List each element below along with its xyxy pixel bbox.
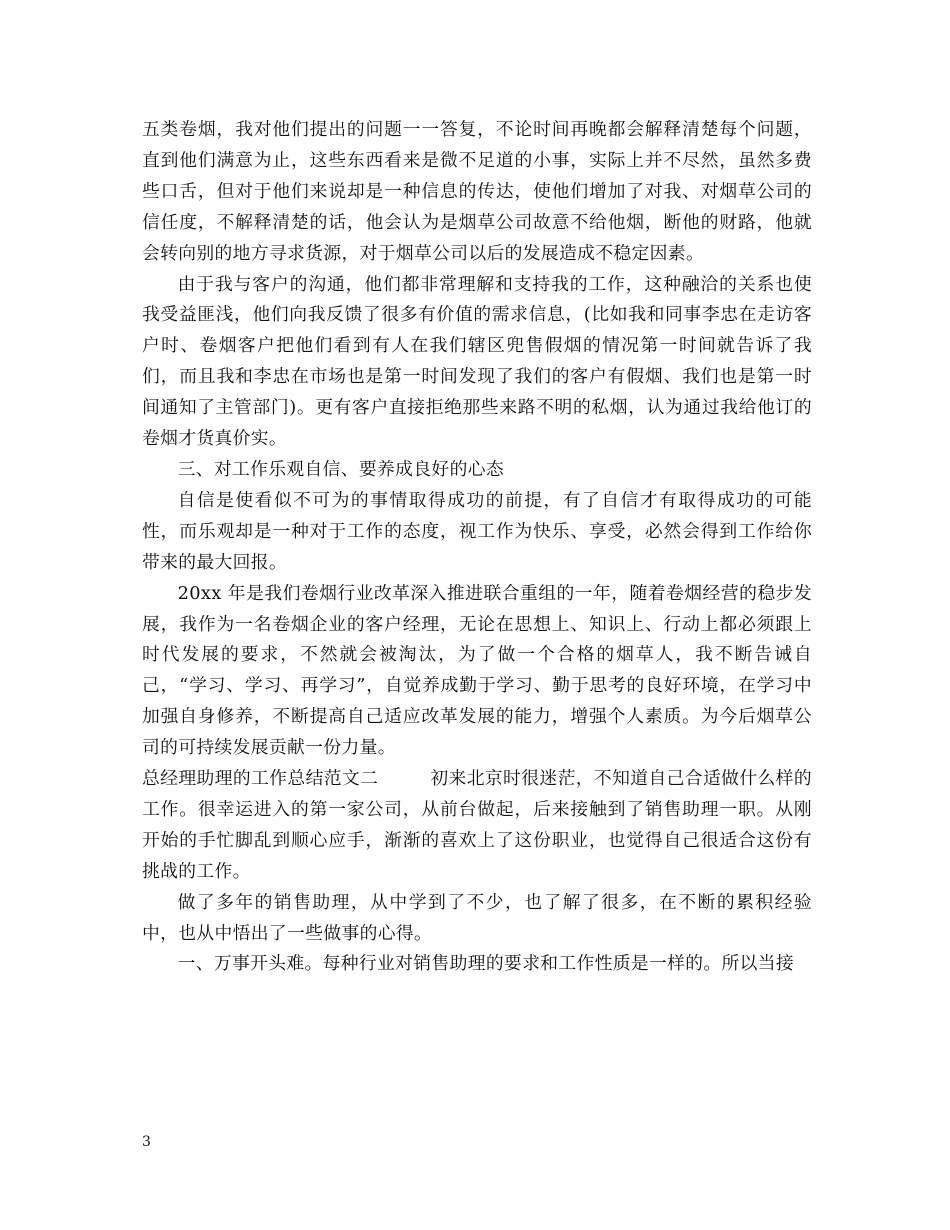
paragraph-industry-reform: 20xx 年是我们卷烟行业改革深入推进联合重组的一年，随着卷烟经营的稳步发展，我作为一名卷烟企业的客户经理，无论在思想上、知识上、行动上都必须跟上时代发展的要求，不然就会被淘汰，为了做一个合格的烟草人，我不断告诫自己，“学习、学习、再学习”，自觉养成勤于学习、勤于思考的良好环境，在学习中加强自身修养，不断提高自己适应改革发展的能力，增强个人素质。为今后烟草公司的可持续发展贡献一份力量。 <box>142 582 812 759</box>
paragraph-second-article-intro <box>142 764 812 888</box>
section-heading-optimism: 三、对工作乐观自信、要养成良好的心态 <box>177 458 504 480</box>
paragraph-customer-communication: 由于我与客户的沟通，他们都非常理解和支持我的工作，这种融洽的关系也使我受益匪浅，他们向我反馈了很多有价值的需求信息，(比如我和同事李忠在走访客户时、卷烟客户把他们看到有人在我们辖区兜售假烟的情况第一时间就告诉了我们，而且我和李忠在市场也是第一时间发现了我们的客户有假烟、我们也是第一时间通知了主管部门)。更有客户直接拒绝那些来路不明的私烟，认为通过我给他订的卷烟才货真价实。 <box>142 273 812 450</box>
paragraph-sales-assistant-experience: 做了多年的销售助理，从中学到了不少，也了解了很多，在不断的累积经验中，也从中悟出了一些做事的心得。 <box>142 891 812 944</box>
page-number: 3 <box>142 1134 151 1150</box>
paragraph-continuation: 五类卷烟，我对他们提出的问题一一答复，不论时间再晚都会解释清楚每个问题，直到他们满意为止，这些东西看来是微不足道的小事，实际上并不尽然，虽然多费些口舌，但对于他们来说却是一种信息的传达，使他们增加了对我、对烟草公司的信任度，不解释清楚的话，他会认为是烟草公司故意不给他烟，断他的财路，他就会转向别的地方寻求货源，对于烟草公司以后的发展造成不稳定因素。 <box>142 119 812 264</box>
article-title: 总经理助理的工作总结范文二 <box>142 768 379 790</box>
document-body <box>142 115 812 980</box>
article-opening-text: 初来北京时很迷茫，不知道自己合适做什么样的工作。很幸运进入的第一家公司，从前台做起，后来接触到了销售助理一职。从刚开始的手忙脚乱到顺心应手，渐渐的喜欢上了这份职业，也觉得自己很适合这份有挑战的工作。 <box>142 768 812 882</box>
paragraph-first-point: 一、万事开头难。每种行业对销售助理的要求和工作性质是一样的。所以当接 <box>177 953 795 975</box>
paragraph-confidence: 自信是使看似不可为的事情取得成功的前提，有了自信才有取得成功的可能性，而乐观却是一种对于工作的态度，视工作为快乐、享受，必然会得到工作给你带来的最大回报。 <box>142 489 812 573</box>
